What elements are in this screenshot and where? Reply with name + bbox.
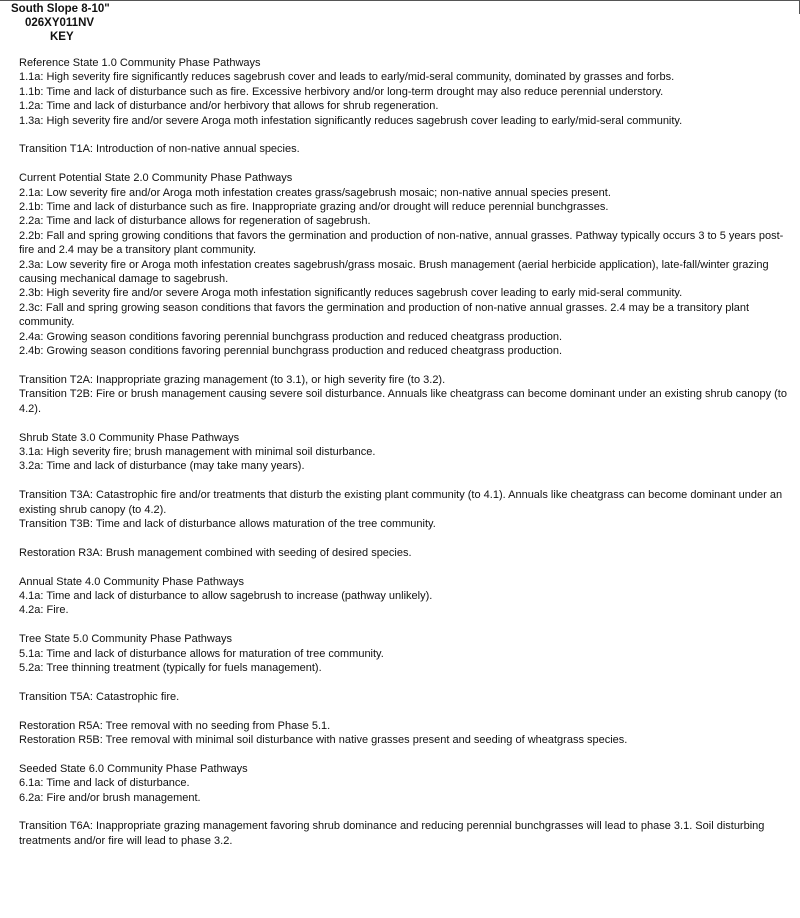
- pathway-line: 6.1a: Time and lack of disturbance.: [19, 777, 190, 790]
- section-title: Transition T6A: Inappropriate grazing management favoring shrub dominance and reducing perennial bunchgrasses will lead to phase 3.1. Soil disturbing treatments and/or fire will lead to phase 3.2.: [19, 820, 765, 847]
- section-title: Current Potential State 2.0 Community Phase Pathways: [19, 172, 293, 185]
- pathway-line: 4.2a: Fire.: [19, 604, 69, 617]
- pathway-line: 2.2a: Time and lack of disturbance allows for regeneration of sagebrush.: [19, 215, 371, 228]
- header-subtitle: KEY: [50, 31, 74, 43]
- section-title: Transition T1A: Introduction of non-native annual species.: [19, 143, 300, 156]
- key-section: [19, 690, 795, 704]
- header-site-id: 026XY011NV: [25, 17, 95, 29]
- top-border: [0, 0, 800, 1]
- section-title: Seeded State 6.0 Community Phase Pathways: [19, 762, 248, 775]
- pathway-line: 5.1a: Time and lack of disturbance allows for maturation of tree community.: [19, 647, 384, 660]
- key-section: [19, 373, 795, 416]
- pathway-line: 2.2b: Fall and spring growing conditions that favors the germination and production of non-native, annual grasses. Pathway typically occurs 3 to 5 years post-fire and 2.4 may be a transitory plant community.: [19, 229, 784, 257]
- pathway-line: 2.3a: Low severity fire or Aroga moth infestation creates sagebrush/grass mosaic. Brush management (aerial herbicide application), late-fall/winter grazing causing mechanical damage to sagebrush.: [19, 258, 769, 286]
- pathway-line: 1.1b: Time and lack of disturbance such as fire. Excessive herbivory and/or long-term drought may also reduce perennial understory.: [19, 85, 664, 98]
- key-section: [19, 171, 795, 358]
- key-section: [19, 719, 795, 748]
- pathway-line: 5.2a: Tree thinning treatment (typically for fuels management).: [19, 661, 322, 674]
- key-section: [19, 488, 795, 531]
- key-section: [19, 762, 795, 805]
- key-section: [19, 632, 795, 675]
- section-title: Transition T2A: Inappropriate grazing management (to 3.1), or high severity fire (to 3.2).: [19, 373, 446, 386]
- pathway-line: 2.1b: Time and lack of disturbance such as fire. Inappropriate grazing and/or drought will reduce perennial bunchgrasses.: [19, 201, 609, 214]
- pathway-line: 1.3a: High severity fire and/or severe Aroga moth infestation significantly reduces sagebrush cover leading to early/mid-seral community.: [19, 114, 683, 127]
- section-title: Restoration R5A: Tree removal with no seeding from Phase 5.1.: [19, 719, 331, 732]
- section-title: Tree State 5.0 Community Phase Pathways: [19, 633, 232, 646]
- key-section: [19, 546, 795, 560]
- key-section: [19, 142, 795, 156]
- key-section: [19, 431, 795, 474]
- pathway-line: 1.1a: High severity fire significantly reduces sagebrush cover and leads to early/mid-seral community, dominated by grasses and forbs.: [19, 71, 675, 84]
- pathway-line: 3.1a: High severity fire; brush management with minimal soil disturbance.: [19, 445, 376, 458]
- pathway-line: 1.2a: Time and lack of disturbance and/or herbivory that allows for shrub regeneration.: [19, 100, 439, 113]
- pathway-line: Transition T2B: Fire or brush management causing severe soil disturbance. Annuals like cheatgrass can become dominant under an existing shrub canopy (to 4.2).: [19, 388, 787, 415]
- pathway-line: Transition T3B: Time and lack of disturbance allows maturation of the tree community.: [19, 517, 436, 530]
- section-title: Shrub State 3.0 Community Phase Pathways: [19, 431, 240, 444]
- section-title: Annual State 4.0 Community Phase Pathways: [19, 575, 245, 588]
- section-title: Transition T5A: Catastrophic fire.: [19, 690, 180, 703]
- section-title: Reference State 1.0 Community Phase Pathways: [19, 57, 261, 69]
- key-content: [19, 56, 795, 863]
- pathway-line: 3.2a: Time and lack of disturbance (may take many years).: [19, 460, 305, 473]
- pathway-line: 2.3b: High severity fire and/or severe Aroga moth infestation significantly reduces sagebrush cover leading to early mid-seral community.: [19, 287, 683, 300]
- pathway-line: 6.2a: Fire and/or brush management.: [19, 791, 201, 804]
- pathway-line: 2.1a: Low severity fire and/or Aroga moth infestation creates grass/sagebrush mosaic; non-native annual species present.: [19, 186, 611, 199]
- pathway-line: 2.4a: Growing season conditions favoring perennial bunchgrass production and reduced cheatgrass production.: [19, 330, 563, 343]
- header-title: South Slope 8-10": [11, 3, 110, 15]
- section-title: Transition T3A: Catastrophic fire and/or treatments that disturb the existing plant community (to 4.1). Annuals like cheatgrass can become dominant under an existing shrub canopy (to 4.2).: [19, 489, 783, 516]
- pathway-line: 4.1a: Time and lack of disturbance to allow sagebrush to increase (pathway unlikely).: [19, 589, 433, 602]
- key-section: [19, 575, 795, 618]
- key-section: [19, 56, 795, 128]
- pathway-line: 2.4b: Growing season conditions favoring perennial bunchgrass production and reduced cheatgrass production.: [19, 345, 563, 358]
- pathway-line: Restoration R5B: Tree removal with minimal soil disturbance with native grasses present and seeding of wheatgrass species.: [19, 733, 628, 746]
- section-title: Restoration R3A: Brush management combined with seeding of desired species.: [19, 546, 412, 559]
- key-section: [19, 819, 795, 848]
- pathway-line: 2.3c: Fall and spring growing season conditions that favors the germination and production of non-native annual grasses. 2.4 may be a transitory plant community.: [19, 301, 750, 329]
- document-header: [11, 2, 110, 44]
